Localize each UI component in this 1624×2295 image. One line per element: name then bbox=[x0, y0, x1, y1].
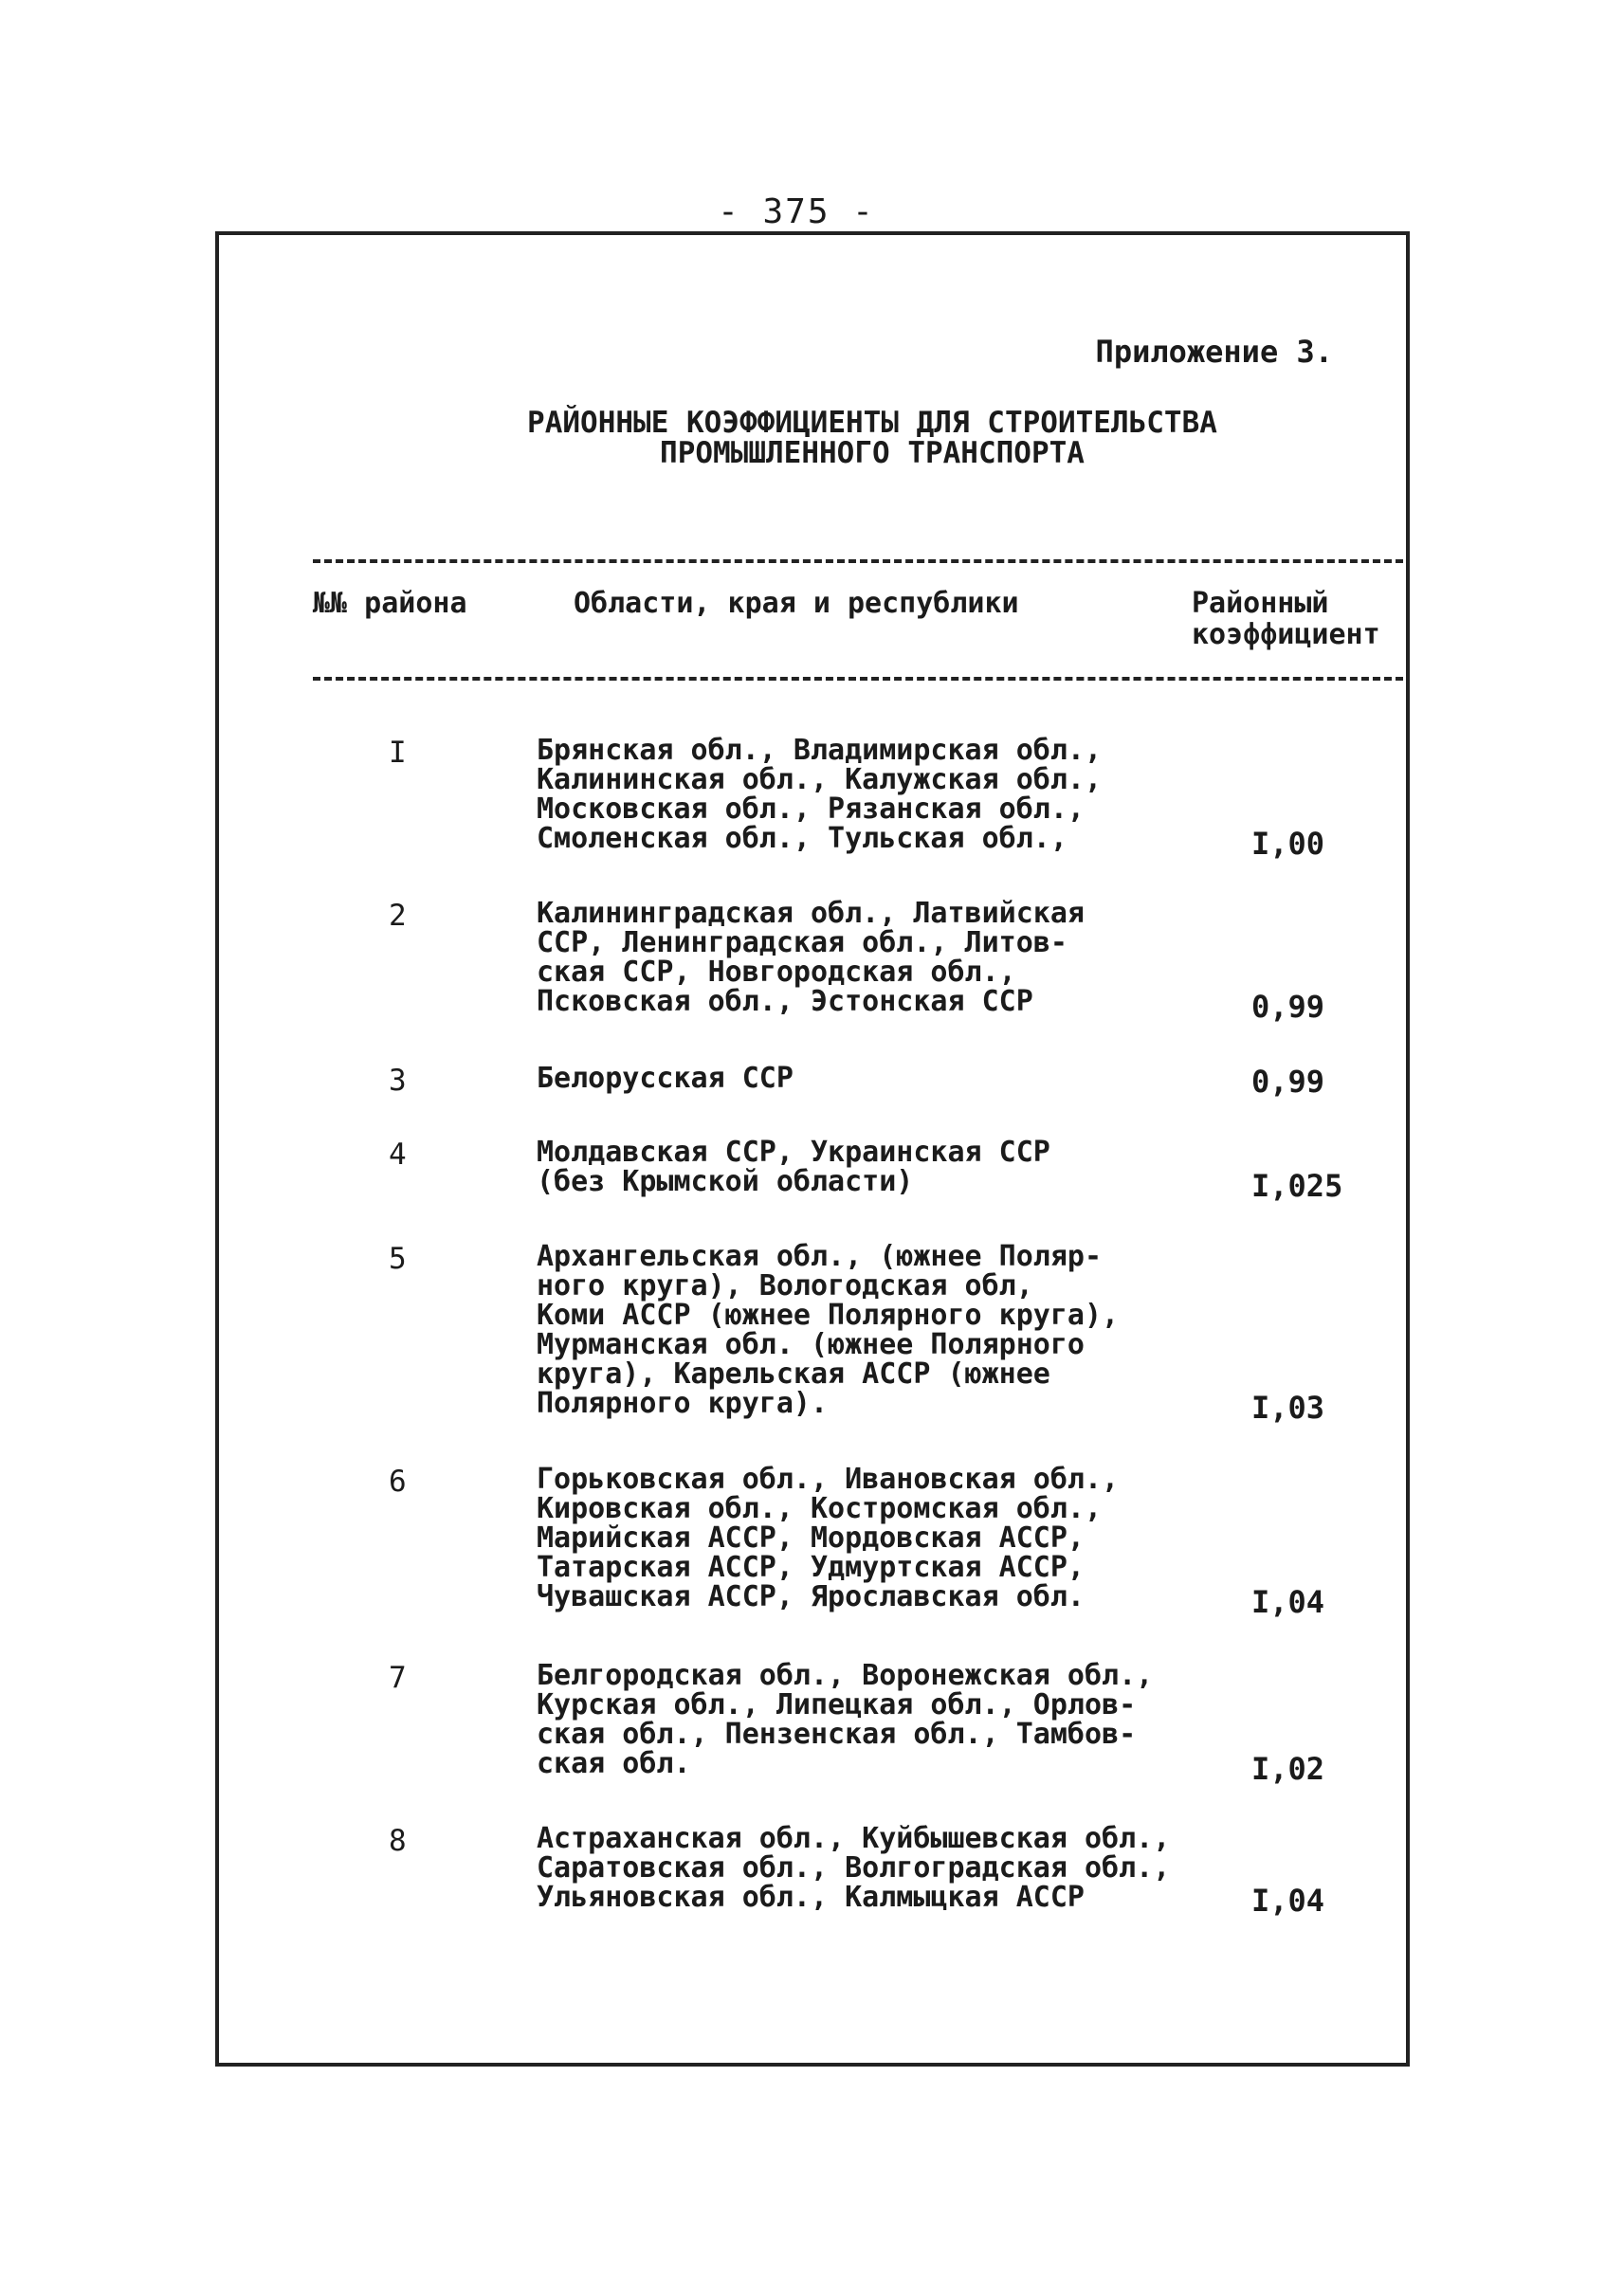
regions-text: Калининградская обл., Латвийская ССР, Ленинградская обл., Литов- ская ССР, Новгородская обл., Псковская обл., Эстонская ССР bbox=[537, 897, 1085, 1018]
regions-text: Белорусская ССР bbox=[537, 1062, 794, 1095]
column-header-regions: Области, края и республики bbox=[574, 587, 1019, 620]
coefficient-value: I,025 bbox=[1251, 1168, 1343, 1204]
coefficient-value: 0,99 bbox=[1251, 989, 1325, 1025]
district-number: 5 bbox=[389, 1242, 407, 1276]
district-number: 2 bbox=[389, 899, 407, 933]
regions-text: Брянская обл., Владимирская обл., Калининская обл., Калужская обл., Московская обл., Рязанская обл., Смоленская обл., Тульская обл., bbox=[537, 734, 1103, 855]
coefficient-value: I,04 bbox=[1251, 1584, 1325, 1620]
title-line-1: РАЙОННЫЕ КОЭФФИЦИЕНТЫ ДЛЯ СТРОИТЕЛЬСТВА bbox=[527, 406, 1217, 440]
regions-text: Архангельская обл., (южнее Поляр- ного круга), Вологодская обл, Коми АССР (южнее Полярного круга), Мурманская обл. (южнее Полярного круга), Карельская АССР (южнее Полярного круга). bbox=[537, 1240, 1120, 1420]
coefficient-value: 0,99 bbox=[1251, 1064, 1325, 1100]
column-header-coefficient bbox=[1192, 588, 1380, 650]
regions-text: Горьковская обл., Ивановская обл., Кировская обл., Костромская обл., Марийская АССР, Мордовская АССР, Татарская АССР, Удмуртская АССР, Чувашская АССР, Ярославская обл. bbox=[537, 1463, 1120, 1613]
coef-header-line-1: Районный bbox=[1192, 587, 1329, 620]
district-number: I bbox=[389, 736, 407, 770]
regions-text: Молдавская ССР, Украинская ССР (без Крымской области) bbox=[537, 1136, 1050, 1198]
district-number: 6 bbox=[389, 1465, 407, 1499]
coefficient-value: I,03 bbox=[1251, 1390, 1325, 1426]
coef-header-line-2: коэффициент bbox=[1192, 618, 1380, 651]
document-title bbox=[417, 408, 1327, 468]
header-bottom-rule bbox=[313, 677, 1403, 681]
header-top-rule bbox=[313, 559, 1403, 563]
page-number: - 375 - bbox=[718, 192, 875, 231]
coefficient-value: I,00 bbox=[1251, 826, 1325, 862]
coefficient-value: I,04 bbox=[1251, 1883, 1325, 1919]
coefficient-value: I,02 bbox=[1251, 1751, 1325, 1787]
district-number: 8 bbox=[389, 1824, 407, 1858]
district-number: 3 bbox=[389, 1064, 407, 1098]
column-header-district: №№ района bbox=[313, 587, 467, 620]
district-number: 7 bbox=[389, 1661, 407, 1695]
title-line-2: ПРОМЫШЛЕННОГО ТРАНСПОРТА bbox=[660, 436, 1085, 470]
appendix-label: Приложение 3. bbox=[1095, 334, 1333, 370]
district-number: 4 bbox=[389, 1138, 407, 1172]
regions-text: Белгородская обл., Воронежская обл., Курская обл., Липецкая обл., Орлов- ская обл., Пензенская обл., Тамбов- ская обл. bbox=[537, 1659, 1154, 1780]
regions-text: Астраханская обл., Куйбышевская обл., Саратовская обл., Волгоградская обл., Ульяновская обл., Калмыцкая АССР bbox=[537, 1822, 1171, 1914]
